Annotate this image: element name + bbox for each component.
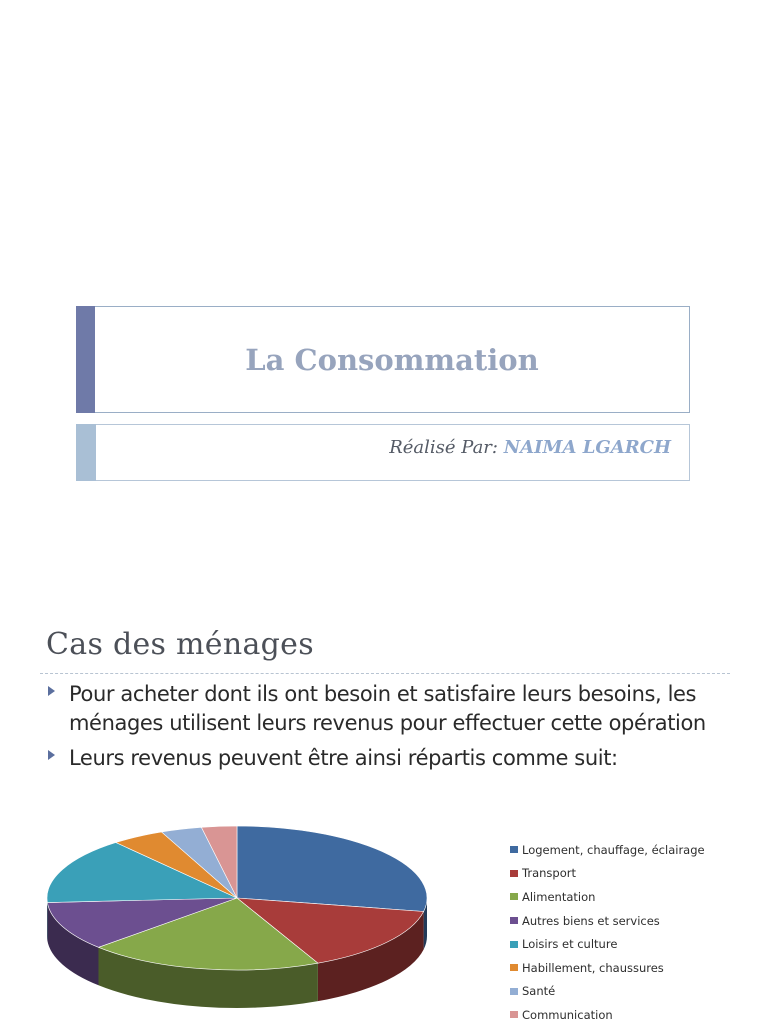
legend-swatch	[510, 870, 518, 877]
slide-title: Cas des ménages	[46, 627, 314, 662]
legend-swatch	[510, 964, 518, 971]
cover-subtitle-box	[76, 424, 690, 481]
bullet-text: Leurs revenus peuvent être ainsi répartis comme suit:	[69, 746, 618, 770]
legend-label: Logement, chauffage, éclairage	[522, 843, 705, 857]
legend-label: Communication	[522, 1008, 613, 1022]
legend-label: Alimentation	[522, 890, 595, 904]
author-name: NAIMA LGARCH	[504, 437, 671, 458]
pie-slice	[237, 826, 427, 911]
legend-item	[510, 909, 760, 933]
legend-label: Santé	[522, 984, 555, 998]
cover-title: La Consommation	[95, 307, 689, 412]
legend-label: Habillement, chaussures	[522, 961, 664, 975]
legend-swatch	[510, 846, 518, 853]
legend-label: Autres biens et services	[522, 914, 660, 928]
subtitle-accent-bar	[76, 424, 96, 481]
legend-swatch	[510, 988, 518, 995]
legend-item	[510, 1003, 760, 1027]
chart-legend	[510, 838, 760, 1027]
legend-item	[510, 862, 760, 886]
subtitle-prefix: Réalisé Par:	[389, 437, 504, 458]
legend-item	[510, 956, 760, 980]
legend-swatch	[510, 1011, 518, 1018]
legend-item	[510, 932, 760, 956]
title-divider	[40, 673, 730, 674]
cover-subtitle	[389, 437, 671, 458]
legend-label: Loisirs et culture	[522, 937, 617, 951]
bullet-item	[46, 680, 746, 738]
pie-chart	[40, 810, 440, 1024]
legend-item	[510, 838, 760, 862]
title-accent-bar	[76, 306, 95, 413]
bullet-list	[46, 680, 746, 779]
legend-swatch	[510, 893, 518, 900]
bullet-text: Pour acheter dont ils ont besoin et satisfaire leurs besoins, les ménages utilisent leurs revenus pour effectuer cette opération	[69, 682, 706, 735]
bullet-item	[46, 744, 746, 773]
legend-item	[510, 980, 760, 1004]
legend-label: Transport	[522, 866, 576, 880]
cover-title-box	[76, 306, 690, 413]
pie-chart-svg	[40, 810, 440, 1024]
bullet-arrow-icon	[48, 750, 55, 760]
bullet-arrow-icon	[48, 686, 55, 696]
legend-swatch	[510, 941, 518, 948]
legend-swatch	[510, 917, 518, 924]
legend-item	[510, 885, 760, 909]
